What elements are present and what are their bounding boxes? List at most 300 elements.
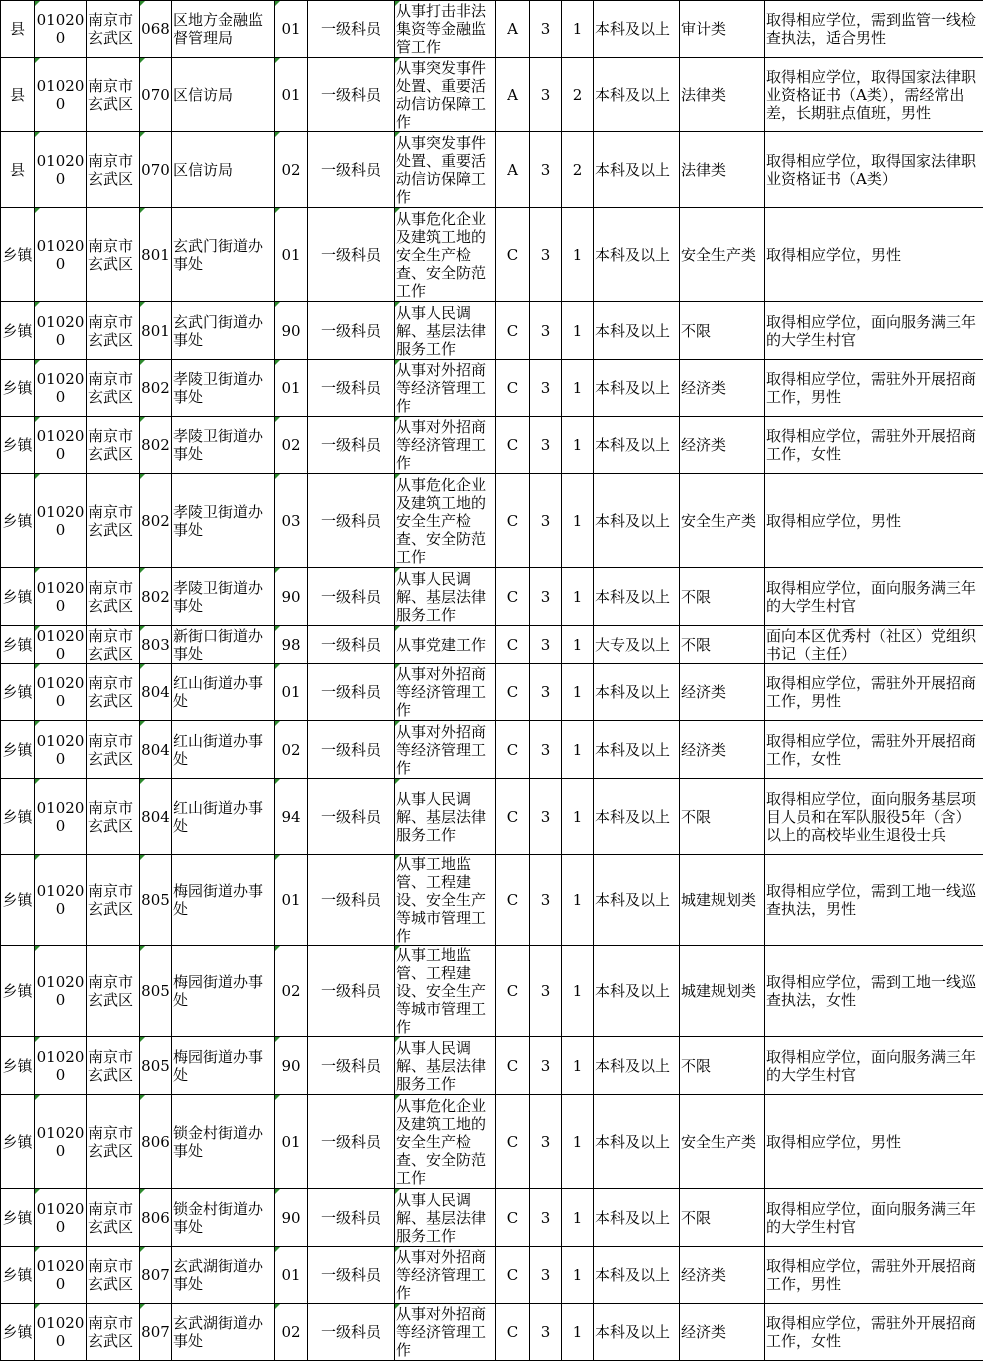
unit-code-cell: 804 bbox=[140, 721, 172, 779]
education-cell: 本科及以上 bbox=[594, 946, 680, 1037]
note-cell: 取得相应学位，需驻外开展招商工作，男性 bbox=[765, 664, 983, 721]
area-cell: 南京市玄武区 bbox=[87, 1304, 140, 1361]
unit-code-cell: 806 bbox=[140, 1189, 172, 1247]
code-cell: 010200 bbox=[35, 417, 87, 474]
ratio-cell: 3 bbox=[530, 417, 562, 474]
education-cell: 本科及以上 bbox=[594, 474, 680, 568]
duty-cell: 从事对外招商等经济管理工作 bbox=[395, 1247, 496, 1304]
education-cell: 本科及以上 bbox=[594, 302, 680, 360]
category-cell: C bbox=[496, 626, 530, 664]
area-cell: 南京市玄武区 bbox=[87, 132, 140, 208]
table-row bbox=[1, 1189, 983, 1247]
level-cell: 乡镇 bbox=[1, 946, 35, 1037]
unit-code-cell: 807 bbox=[140, 1304, 172, 1361]
position-code-cell: 01 bbox=[275, 1247, 308, 1304]
count-cell: 1 bbox=[562, 855, 594, 946]
unit-cell: 孝陵卫街道办事处 bbox=[172, 360, 275, 417]
note-cell: 取得相应学位，取得国家法律职业资格证书（A类），需经常出差，长期驻点值班，男性 bbox=[765, 58, 983, 132]
table-row bbox=[1, 568, 983, 626]
unit-cell: 孝陵卫街道办事处 bbox=[172, 474, 275, 568]
position-cell: 一级科员 bbox=[308, 302, 395, 360]
position-cell: 一级科员 bbox=[308, 208, 395, 302]
note-cell: 取得相应学位，取得国家法律职业资格证书（A类） bbox=[765, 132, 983, 208]
code-cell: 010200 bbox=[35, 626, 87, 664]
unit-code-cell: 803 bbox=[140, 626, 172, 664]
position-code-cell: 94 bbox=[275, 779, 308, 855]
position-code-cell: 02 bbox=[275, 721, 308, 779]
position-cell: 一级科员 bbox=[308, 132, 395, 208]
area-cell: 南京市玄武区 bbox=[87, 1037, 140, 1095]
position-code-cell: 98 bbox=[275, 626, 308, 664]
ratio-cell: 3 bbox=[530, 664, 562, 721]
note-cell: 取得相应学位，面向服务满三年的大学生村官 bbox=[765, 302, 983, 360]
position-code-cell: 01 bbox=[275, 1, 308, 58]
duty-cell: 从事人民调解、基层法律服务工作 bbox=[395, 779, 496, 855]
duty-cell: 从事打击非法集资等金融监管工作 bbox=[395, 1, 496, 58]
major-cell: 经济类 bbox=[680, 721, 765, 779]
table-row bbox=[1, 417, 983, 474]
education-cell: 本科及以上 bbox=[594, 1189, 680, 1247]
major-cell: 经济类 bbox=[680, 417, 765, 474]
ratio-cell: 3 bbox=[530, 1247, 562, 1304]
major-cell: 审计类 bbox=[680, 1, 765, 58]
code-cell: 010200 bbox=[35, 721, 87, 779]
code-cell: 010200 bbox=[35, 1189, 87, 1247]
position-code-cell: 01 bbox=[275, 664, 308, 721]
unit-cell: 梅园街道办事处 bbox=[172, 855, 275, 946]
area-cell: 南京市玄武区 bbox=[87, 1095, 140, 1189]
note-cell: 取得相应学位，需驻外开展招商工作，女性 bbox=[765, 417, 983, 474]
unit-cell: 新街口街道办事处 bbox=[172, 626, 275, 664]
code-cell: 010200 bbox=[35, 1095, 87, 1189]
code-cell: 010200 bbox=[35, 779, 87, 855]
note-cell: 取得相应学位，需驻外开展招商工作，女性 bbox=[765, 721, 983, 779]
unit-cell: 玄武湖街道办事处 bbox=[172, 1247, 275, 1304]
unit-code-cell: 070 bbox=[140, 58, 172, 132]
position-cell: 一级科员 bbox=[308, 626, 395, 664]
education-cell: 本科及以上 bbox=[594, 58, 680, 132]
unit-code-cell: 801 bbox=[140, 302, 172, 360]
unit-cell: 玄武湖街道办事处 bbox=[172, 1304, 275, 1361]
count-cell: 2 bbox=[562, 132, 594, 208]
major-cell: 不限 bbox=[680, 626, 765, 664]
category-cell: C bbox=[496, 474, 530, 568]
category-cell: C bbox=[496, 568, 530, 626]
category-cell: C bbox=[496, 721, 530, 779]
education-cell: 本科及以上 bbox=[594, 417, 680, 474]
unit-cell: 梅园街道办事处 bbox=[172, 1037, 275, 1095]
level-cell: 乡镇 bbox=[1, 1304, 35, 1361]
count-cell: 1 bbox=[562, 474, 594, 568]
ratio-cell: 3 bbox=[530, 1189, 562, 1247]
count-cell: 1 bbox=[562, 302, 594, 360]
table-row bbox=[1, 779, 983, 855]
unit-cell: 锁金村街道办事处 bbox=[172, 1189, 275, 1247]
major-cell: 经济类 bbox=[680, 1304, 765, 1361]
unit-cell: 玄武门街道办事处 bbox=[172, 208, 275, 302]
level-cell: 乡镇 bbox=[1, 568, 35, 626]
major-cell: 安全生产类 bbox=[680, 208, 765, 302]
level-cell: 乡镇 bbox=[1, 474, 35, 568]
major-cell: 法律类 bbox=[680, 132, 765, 208]
ratio-cell: 3 bbox=[530, 779, 562, 855]
position-code-cell: 02 bbox=[275, 132, 308, 208]
area-cell: 南京市玄武区 bbox=[87, 58, 140, 132]
count-cell: 1 bbox=[562, 1189, 594, 1247]
area-cell: 南京市玄武区 bbox=[87, 721, 140, 779]
count-cell: 1 bbox=[562, 626, 594, 664]
count-cell: 1 bbox=[562, 1304, 594, 1361]
table-row bbox=[1, 132, 983, 208]
duty-cell: 从事人民调解、基层法律服务工作 bbox=[395, 568, 496, 626]
category-cell: C bbox=[496, 1304, 530, 1361]
duty-cell: 从事危化企业及建筑工地的安全生产检查、安全防范工作 bbox=[395, 208, 496, 302]
position-cell: 一级科员 bbox=[308, 417, 395, 474]
position-cell: 一级科员 bbox=[308, 58, 395, 132]
position-cell: 一级科员 bbox=[308, 568, 395, 626]
code-cell: 010200 bbox=[35, 132, 87, 208]
major-cell: 不限 bbox=[680, 1037, 765, 1095]
ratio-cell: 3 bbox=[530, 568, 562, 626]
area-cell: 南京市玄武区 bbox=[87, 626, 140, 664]
area-cell: 南京市玄武区 bbox=[87, 360, 140, 417]
code-cell: 010200 bbox=[35, 1304, 87, 1361]
unit-cell: 红山街道办事处 bbox=[172, 779, 275, 855]
level-cell: 乡镇 bbox=[1, 855, 35, 946]
education-cell: 本科及以上 bbox=[594, 721, 680, 779]
education-cell: 本科及以上 bbox=[594, 855, 680, 946]
area-cell: 南京市玄武区 bbox=[87, 474, 140, 568]
count-cell: 1 bbox=[562, 946, 594, 1037]
ratio-cell: 3 bbox=[530, 1037, 562, 1095]
position-cell: 一级科员 bbox=[308, 1, 395, 58]
count-cell: 2 bbox=[562, 58, 594, 132]
major-cell: 安全生产类 bbox=[680, 1095, 765, 1189]
count-cell: 1 bbox=[562, 208, 594, 302]
code-cell: 010200 bbox=[35, 946, 87, 1037]
major-cell: 城建规划类 bbox=[680, 946, 765, 1037]
category-cell: C bbox=[496, 779, 530, 855]
education-cell: 大专及以上 bbox=[594, 626, 680, 664]
education-cell: 本科及以上 bbox=[594, 1037, 680, 1095]
note-cell: 取得相应学位，男性 bbox=[765, 474, 983, 568]
level-cell: 乡镇 bbox=[1, 664, 35, 721]
unit-code-cell: 802 bbox=[140, 360, 172, 417]
table-row bbox=[1, 1095, 983, 1189]
note-cell: 取得相应学位，需驻外开展招商工作，男性 bbox=[765, 360, 983, 417]
table-row bbox=[1, 946, 983, 1037]
education-cell: 本科及以上 bbox=[594, 664, 680, 721]
category-cell: C bbox=[496, 1247, 530, 1304]
level-cell: 乡镇 bbox=[1, 721, 35, 779]
table-row bbox=[1, 1037, 983, 1095]
unit-code-cell: 804 bbox=[140, 779, 172, 855]
major-cell: 不限 bbox=[680, 1189, 765, 1247]
count-cell: 1 bbox=[562, 1247, 594, 1304]
position-cell: 一级科员 bbox=[308, 1037, 395, 1095]
ratio-cell: 3 bbox=[530, 208, 562, 302]
note-cell: 取得相应学位，男性 bbox=[765, 1095, 983, 1189]
level-cell: 乡镇 bbox=[1, 1095, 35, 1189]
duty-cell: 从事对外招商等经济管理工作 bbox=[395, 1304, 496, 1361]
duty-cell: 从事危化企业及建筑工地的安全生产检查、安全防范工作 bbox=[395, 474, 496, 568]
area-cell: 南京市玄武区 bbox=[87, 1, 140, 58]
table-row bbox=[1, 208, 983, 302]
position-code-cell: 01 bbox=[275, 855, 308, 946]
note-cell: 取得相应学位，面向服务满三年的大学生村官 bbox=[765, 1037, 983, 1095]
major-cell: 安全生产类 bbox=[680, 474, 765, 568]
count-cell: 1 bbox=[562, 1037, 594, 1095]
note-cell: 取得相应学位，面向服务满三年的大学生村官 bbox=[765, 568, 983, 626]
unit-cell: 区信访局 bbox=[172, 132, 275, 208]
education-cell: 本科及以上 bbox=[594, 360, 680, 417]
level-cell: 乡镇 bbox=[1, 779, 35, 855]
table-row bbox=[1, 855, 983, 946]
position-code-cell: 90 bbox=[275, 568, 308, 626]
position-code-cell: 90 bbox=[275, 302, 308, 360]
duty-cell: 从事工地监管、工程建设、安全生产等城市管理工作 bbox=[395, 946, 496, 1037]
code-cell: 010200 bbox=[35, 302, 87, 360]
position-code-cell: 01 bbox=[275, 58, 308, 132]
area-cell: 南京市玄武区 bbox=[87, 417, 140, 474]
code-cell: 010200 bbox=[35, 855, 87, 946]
table-row bbox=[1, 1304, 983, 1361]
unit-code-cell: 801 bbox=[140, 208, 172, 302]
category-cell: A bbox=[496, 58, 530, 132]
ratio-cell: 3 bbox=[530, 855, 562, 946]
position-cell: 一级科员 bbox=[308, 474, 395, 568]
position-cell: 一级科员 bbox=[308, 721, 395, 779]
table-row bbox=[1, 474, 983, 568]
area-cell: 南京市玄武区 bbox=[87, 664, 140, 721]
major-cell: 法律类 bbox=[680, 58, 765, 132]
ratio-cell: 3 bbox=[530, 1095, 562, 1189]
major-cell: 经济类 bbox=[680, 360, 765, 417]
unit-code-cell: 802 bbox=[140, 474, 172, 568]
level-cell: 乡镇 bbox=[1, 1189, 35, 1247]
unit-cell: 区信访局 bbox=[172, 58, 275, 132]
category-cell: C bbox=[496, 855, 530, 946]
education-cell: 本科及以上 bbox=[594, 1, 680, 58]
note-cell: 取得相应学位，男性 bbox=[765, 208, 983, 302]
category-cell: C bbox=[496, 208, 530, 302]
table-row bbox=[1, 721, 983, 779]
category-cell: C bbox=[496, 302, 530, 360]
ratio-cell: 3 bbox=[530, 1, 562, 58]
table-row bbox=[1, 1247, 983, 1304]
level-cell: 乡镇 bbox=[1, 1247, 35, 1304]
count-cell: 1 bbox=[562, 1, 594, 58]
category-cell: A bbox=[496, 132, 530, 208]
major-cell: 经济类 bbox=[680, 1247, 765, 1304]
category-cell: C bbox=[496, 1189, 530, 1247]
major-cell: 不限 bbox=[680, 302, 765, 360]
unit-code-cell: 805 bbox=[140, 1037, 172, 1095]
unit-code-cell: 802 bbox=[140, 417, 172, 474]
position-cell: 一级科员 bbox=[308, 779, 395, 855]
level-cell: 乡镇 bbox=[1, 208, 35, 302]
code-cell: 010200 bbox=[35, 568, 87, 626]
duty-cell: 从事人民调解、基层法律服务工作 bbox=[395, 1037, 496, 1095]
duty-cell: 从事突发事件处置、重要活动信访保障工作 bbox=[395, 132, 496, 208]
education-cell: 本科及以上 bbox=[594, 568, 680, 626]
code-cell: 010200 bbox=[35, 474, 87, 568]
count-cell: 1 bbox=[562, 1095, 594, 1189]
area-cell: 南京市玄武区 bbox=[87, 855, 140, 946]
position-cell: 一级科员 bbox=[308, 946, 395, 1037]
area-cell: 南京市玄武区 bbox=[87, 779, 140, 855]
unit-code-cell: 070 bbox=[140, 132, 172, 208]
unit-cell: 孝陵卫街道办事处 bbox=[172, 568, 275, 626]
note-cell: 取得相应学位，需到监管一线检查执法，适合男性 bbox=[765, 1, 983, 58]
education-cell: 本科及以上 bbox=[594, 132, 680, 208]
note-cell: 取得相应学位，面向服务基层项目人员和在军队服役5年（含）以上的高校毕业生退役士兵 bbox=[765, 779, 983, 855]
unit-cell: 区地方金融监督管理局 bbox=[172, 1, 275, 58]
unit-code-cell: 806 bbox=[140, 1095, 172, 1189]
education-cell: 本科及以上 bbox=[594, 1304, 680, 1361]
code-cell: 010200 bbox=[35, 360, 87, 417]
major-cell: 经济类 bbox=[680, 664, 765, 721]
duty-cell: 从事人民调解、基层法律服务工作 bbox=[395, 1189, 496, 1247]
table-row bbox=[1, 1, 983, 58]
level-cell: 乡镇 bbox=[1, 302, 35, 360]
area-cell: 南京市玄武区 bbox=[87, 1247, 140, 1304]
ratio-cell: 3 bbox=[530, 302, 562, 360]
unit-code-cell: 805 bbox=[140, 855, 172, 946]
level-cell: 乡镇 bbox=[1, 626, 35, 664]
position-cell: 一级科员 bbox=[308, 855, 395, 946]
position-cell: 一级科员 bbox=[308, 1095, 395, 1189]
position-code-cell: 01 bbox=[275, 360, 308, 417]
count-cell: 1 bbox=[562, 779, 594, 855]
position-cell: 一级科员 bbox=[308, 1189, 395, 1247]
position-code-cell: 90 bbox=[275, 1189, 308, 1247]
code-cell: 010200 bbox=[35, 208, 87, 302]
count-cell: 1 bbox=[562, 417, 594, 474]
level-cell: 县 bbox=[1, 132, 35, 208]
unit-cell: 锁金村街道办事处 bbox=[172, 1095, 275, 1189]
position-cell: 一级科员 bbox=[308, 1304, 395, 1361]
unit-code-cell: 804 bbox=[140, 664, 172, 721]
code-cell: 010200 bbox=[35, 1, 87, 58]
position-code-cell: 02 bbox=[275, 1304, 308, 1361]
category-cell: C bbox=[496, 946, 530, 1037]
code-cell: 010200 bbox=[35, 58, 87, 132]
position-code-cell: 02 bbox=[275, 946, 308, 1037]
ratio-cell: 3 bbox=[530, 474, 562, 568]
category-cell: C bbox=[496, 360, 530, 417]
note-cell: 取得相应学位，需到工地一线巡查执法，女性 bbox=[765, 946, 983, 1037]
count-cell: 1 bbox=[562, 568, 594, 626]
table-body bbox=[1, 1, 983, 1361]
code-cell: 010200 bbox=[35, 1037, 87, 1095]
note-cell: 取得相应学位，面向服务满三年的大学生村官 bbox=[765, 1189, 983, 1247]
level-cell: 乡镇 bbox=[1, 417, 35, 474]
position-code-cell: 02 bbox=[275, 417, 308, 474]
ratio-cell: 3 bbox=[530, 1304, 562, 1361]
code-cell: 010200 bbox=[35, 1247, 87, 1304]
education-cell: 本科及以上 bbox=[594, 1247, 680, 1304]
level-cell: 县 bbox=[1, 58, 35, 132]
duty-cell: 从事对外招商等经济管理工作 bbox=[395, 664, 496, 721]
category-cell: C bbox=[496, 1095, 530, 1189]
position-code-cell: 03 bbox=[275, 474, 308, 568]
major-cell: 不限 bbox=[680, 568, 765, 626]
ratio-cell: 3 bbox=[530, 360, 562, 417]
category-cell: C bbox=[496, 417, 530, 474]
position-code-cell: 01 bbox=[275, 208, 308, 302]
table-row bbox=[1, 302, 983, 360]
unit-code-cell: 802 bbox=[140, 568, 172, 626]
area-cell: 南京市玄武区 bbox=[87, 208, 140, 302]
unit-code-cell: 807 bbox=[140, 1247, 172, 1304]
duty-cell: 从事对外招商等经济管理工作 bbox=[395, 360, 496, 417]
code-cell: 010200 bbox=[35, 664, 87, 721]
table-row bbox=[1, 360, 983, 417]
area-cell: 南京市玄武区 bbox=[87, 946, 140, 1037]
duty-cell: 从事突发事件处置、重要活动信访保障工作 bbox=[395, 58, 496, 132]
note-cell: 取得相应学位，需驻外开展招商工作，女性 bbox=[765, 1304, 983, 1361]
duty-cell: 从事党建工作 bbox=[395, 626, 496, 664]
category-cell: C bbox=[496, 664, 530, 721]
unit-code-cell: 068 bbox=[140, 1, 172, 58]
unit-cell: 红山街道办事处 bbox=[172, 664, 275, 721]
area-cell: 南京市玄武区 bbox=[87, 302, 140, 360]
table-row bbox=[1, 664, 983, 721]
ratio-cell: 3 bbox=[530, 721, 562, 779]
count-cell: 1 bbox=[562, 721, 594, 779]
count-cell: 1 bbox=[562, 664, 594, 721]
position-code-cell: 01 bbox=[275, 1095, 308, 1189]
unit-cell: 梅园街道办事处 bbox=[172, 946, 275, 1037]
position-code-cell: 90 bbox=[275, 1037, 308, 1095]
table-row bbox=[1, 626, 983, 664]
major-cell: 不限 bbox=[680, 779, 765, 855]
note-cell: 取得相应学位，需驻外开展招商工作，男性 bbox=[765, 1247, 983, 1304]
education-cell: 本科及以上 bbox=[594, 779, 680, 855]
table-row bbox=[1, 58, 983, 132]
note-cell: 面向本区优秀村（社区）党组织书记（主任） bbox=[765, 626, 983, 664]
area-cell: 南京市玄武区 bbox=[87, 1189, 140, 1247]
unit-cell: 孝陵卫街道办事处 bbox=[172, 417, 275, 474]
duty-cell: 从事对外招商等经济管理工作 bbox=[395, 417, 496, 474]
duty-cell: 从事对外招商等经济管理工作 bbox=[395, 721, 496, 779]
position-cell: 一级科员 bbox=[308, 360, 395, 417]
level-cell: 乡镇 bbox=[1, 1037, 35, 1095]
position-cell: 一级科员 bbox=[308, 1247, 395, 1304]
unit-code-cell: 805 bbox=[140, 946, 172, 1037]
ratio-cell: 3 bbox=[530, 58, 562, 132]
area-cell: 南京市玄武区 bbox=[87, 568, 140, 626]
ratio-cell: 3 bbox=[530, 626, 562, 664]
ratio-cell: 3 bbox=[530, 132, 562, 208]
note-cell: 取得相应学位，需到工地一线巡查执法，男性 bbox=[765, 855, 983, 946]
duty-cell: 从事工地监管、工程建设、安全生产等城市管理工作 bbox=[395, 855, 496, 946]
ratio-cell: 3 bbox=[530, 946, 562, 1037]
unit-cell: 玄武门街道办事处 bbox=[172, 302, 275, 360]
category-cell: C bbox=[496, 1037, 530, 1095]
category-cell: A bbox=[496, 1, 530, 58]
level-cell: 县 bbox=[1, 1, 35, 58]
count-cell: 1 bbox=[562, 360, 594, 417]
unit-cell: 红山街道办事处 bbox=[172, 721, 275, 779]
duty-cell: 从事人民调解、基层法律服务工作 bbox=[395, 302, 496, 360]
education-cell: 本科及以上 bbox=[594, 1095, 680, 1189]
major-cell: 城建规划类 bbox=[680, 855, 765, 946]
education-cell: 本科及以上 bbox=[594, 208, 680, 302]
duty-cell: 从事危化企业及建筑工地的安全生产检查、安全防范工作 bbox=[395, 1095, 496, 1189]
level-cell: 乡镇 bbox=[1, 360, 35, 417]
